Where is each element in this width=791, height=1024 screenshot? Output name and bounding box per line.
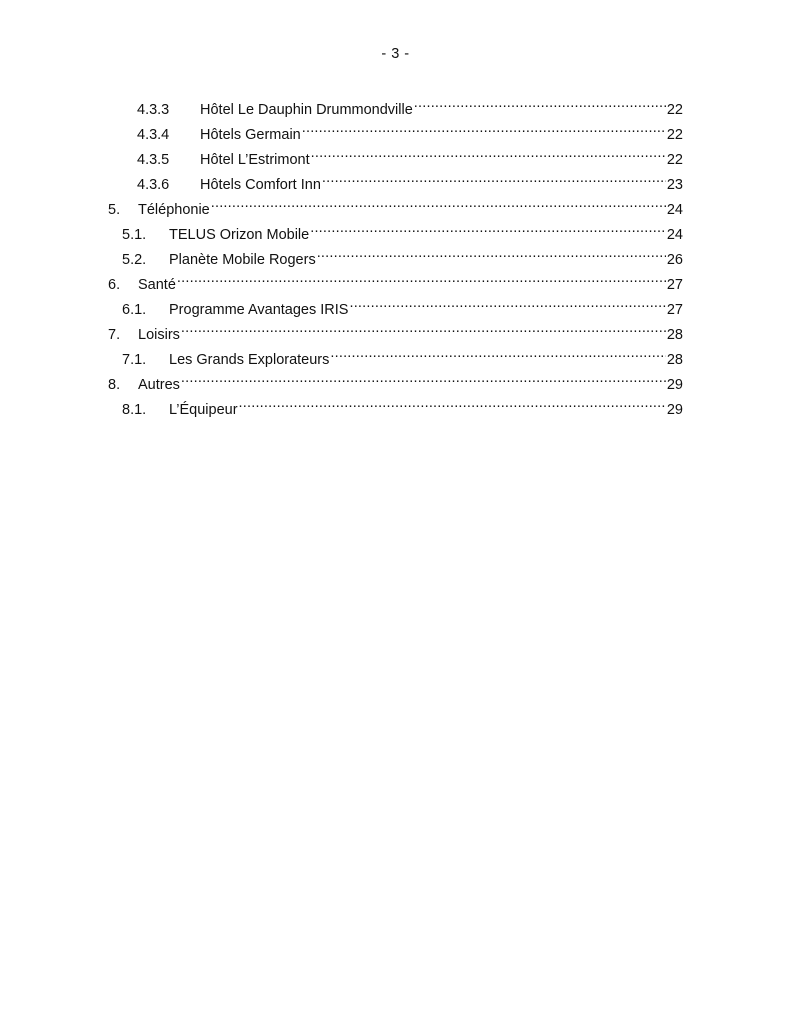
toc-entry-5-2[interactable] bbox=[122, 242, 683, 268]
toc-entry-6[interactable] bbox=[108, 267, 683, 293]
toc-entry-title: Programme Avantages IRIS bbox=[169, 302, 349, 318]
toc-dot-leader bbox=[310, 217, 666, 239]
toc-dot-leader bbox=[302, 117, 666, 139]
toc-entry-7-1[interactable] bbox=[122, 342, 683, 368]
toc-dot-leader bbox=[211, 192, 666, 214]
toc-entry-number: 6.1. bbox=[122, 302, 147, 318]
toc-entry-number: 8. bbox=[108, 377, 121, 393]
toc-entry-4-3-3[interactable] bbox=[137, 92, 683, 118]
toc-entry-page: 27 bbox=[666, 277, 683, 293]
toc-dot-leader bbox=[181, 367, 666, 389]
toc-entry-title: Téléphonie bbox=[138, 202, 210, 218]
toc-dot-leader bbox=[317, 242, 666, 264]
toc-entry-page: 26 bbox=[666, 252, 683, 268]
toc-entry-number: 6. bbox=[108, 277, 121, 293]
toc-dot-leader bbox=[349, 292, 665, 314]
toc-entry-4-3-5[interactable] bbox=[137, 142, 683, 168]
toc-entry-title: Autres bbox=[138, 377, 180, 393]
toc-entry-page: 27 bbox=[666, 302, 683, 318]
toc-entry-page: 22 bbox=[666, 102, 683, 118]
toc-entry-title: Loisirs bbox=[138, 327, 180, 343]
toc-entry-title: Planète Mobile Rogers bbox=[169, 252, 316, 268]
toc-entry-page: 29 bbox=[666, 402, 683, 418]
toc-entry-5[interactable] bbox=[108, 192, 683, 218]
toc-entry-number: 8.1. bbox=[122, 402, 147, 418]
toc-entry-number: 5. bbox=[108, 202, 121, 218]
toc-entry-number: 7.1. bbox=[122, 352, 147, 368]
toc-entry-title: Hôtels Germain bbox=[200, 127, 301, 143]
toc-entry-5-1[interactable] bbox=[122, 217, 683, 243]
toc-entry-page: 28 bbox=[666, 327, 683, 343]
toc-entry-4-3-4[interactable] bbox=[137, 117, 683, 143]
toc-dot-leader bbox=[181, 317, 666, 339]
toc-dot-leader bbox=[414, 92, 666, 114]
toc-entry-page: 23 bbox=[666, 177, 683, 193]
toc-entry-page: 24 bbox=[666, 202, 683, 218]
toc-entry-title: Hôtel L’Estrimont bbox=[200, 152, 310, 168]
toc-entry-title: Santé bbox=[138, 277, 176, 293]
toc-dot-leader bbox=[239, 392, 666, 414]
toc-entry-8-1[interactable] bbox=[122, 392, 683, 418]
toc-entry-title: TELUS Orizon Mobile bbox=[169, 227, 310, 243]
toc-entry-title: L’Équipeur bbox=[169, 402, 238, 418]
toc-entry-number: 4.3.4 bbox=[137, 127, 170, 143]
toc-entry-title: Les Grands Explorateurs bbox=[169, 352, 330, 368]
toc-entry-number: 5.2. bbox=[122, 252, 147, 268]
toc-entry-7[interactable] bbox=[108, 317, 683, 343]
toc-entry-page: 24 bbox=[666, 227, 683, 243]
toc-entry-number: 4.3.6 bbox=[137, 177, 170, 193]
toc-entry-page: 29 bbox=[666, 377, 683, 393]
toc-entry-8[interactable] bbox=[108, 367, 683, 393]
toc-entry-title: Hôtel Le Dauphin Drummondville bbox=[200, 102, 413, 118]
toc-entry-4-3-6[interactable] bbox=[137, 167, 683, 193]
toc-entry-page: 22 bbox=[666, 152, 683, 168]
toc-entry-page: 28 bbox=[666, 352, 683, 368]
toc-dot-leader bbox=[311, 142, 666, 164]
toc-dot-leader bbox=[177, 267, 666, 289]
page-number: - 3 - bbox=[381, 46, 410, 62]
toc-entry-number: 4.3.3 bbox=[137, 102, 170, 118]
toc-dot-leader bbox=[322, 167, 666, 189]
toc-entry-number: 7. bbox=[108, 327, 121, 343]
toc-entry-page: 22 bbox=[666, 127, 683, 143]
toc-dot-leader bbox=[330, 342, 665, 364]
toc-entry-6-1[interactable] bbox=[122, 292, 683, 318]
toc-entry-number: 5.1. bbox=[122, 227, 147, 243]
toc-entry-title: Hôtels Comfort Inn bbox=[200, 177, 321, 193]
toc-entry-number: 4.3.5 bbox=[137, 152, 170, 168]
